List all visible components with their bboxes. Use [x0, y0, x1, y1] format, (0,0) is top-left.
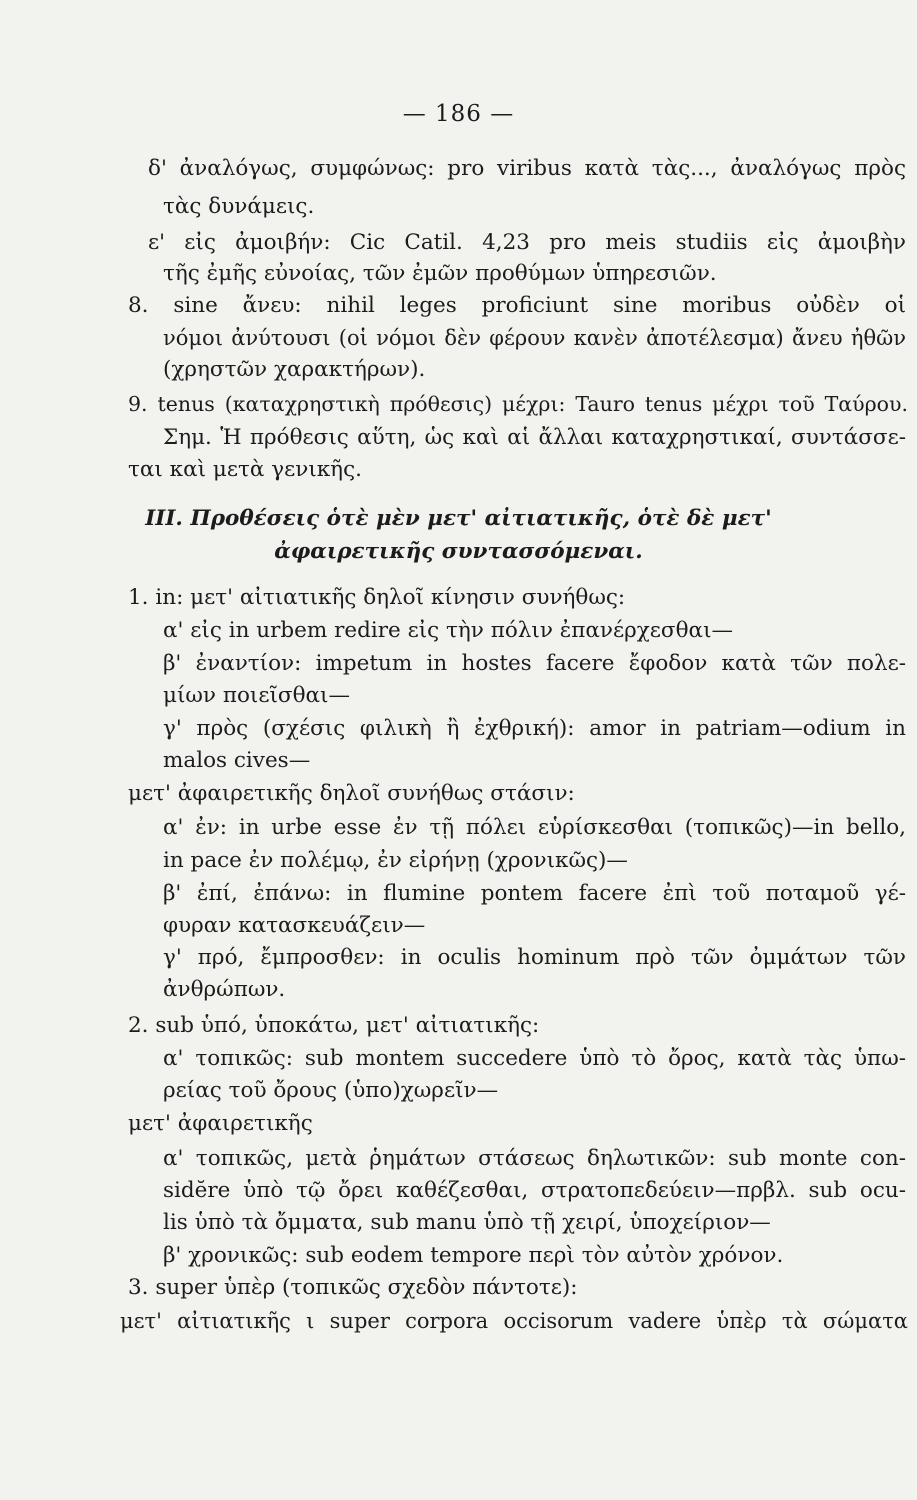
text-line: γ' πρό, ἔμπροσθεν: in oculis hominum πρὸ τῶν ὀμμάτων τῶν — [163, 945, 906, 970]
text-line: 9. tenus (καταχρηστικὴ πρόθεσις) μέχρι: Tauro tenus μέχρι τοῦ Ταύρου. — [128, 392, 908, 416]
text-line: sidĕre ὑπὸ τῷ ὄρει καθέζεσθαι, στρατοπεδεύειν—πρβλ. sub ocu- — [163, 1178, 906, 1203]
text-line: α' τοπικῶς, μετὰ ῥημάτων στάσεως δηλωτικῶν: sub monte con- — [163, 1146, 906, 1171]
text-line: in pace ἐν πολέμῳ, ἐν εἰρήνῃ (χρονικῶς)— — [163, 848, 628, 873]
text-line: 2. sub ὑπό, ὑποκάτω, μετ' αἰτιατικῆς: — [128, 1013, 540, 1038]
text-line: τὰς δυνάμεις. — [163, 194, 315, 219]
text-line: Σημ. Ἡ πρόθεσις αὕτη, ὡς καὶ αἱ ἄλλαι καταχρηστικαί, συντάσσε- — [163, 425, 906, 450]
text-line: δ' ἀναλόγως, συμφώνως: pro viribus κατὰ τὰς..., ἀναλόγως πρὸς — [148, 156, 906, 181]
text-line: τῆς ἐμῆς εὐνοίας, τῶν ἐμῶν προθύμων ὑπηρεσιῶν. — [163, 261, 717, 286]
text-line: μετ' αἰτιατικῆς ι super corpora occisorum vadere ὑπὲρ τὰ σώματα — [120, 1309, 908, 1333]
section-heading: III. Προθέσεις ὁτὲ μὲν μετ' αἰτιατικῆς, ὁτὲ δὲ μετ' — [145, 506, 772, 531]
text-line: νόμοι ἀνύτουσι (οἱ νόμοι δὲν φέρουν κανὲν ἀποτέλεσμα) ἄνευ ἠθῶν — [163, 326, 906, 350]
text-line: α' εἰς in urbem redire εἰς τὴν πόλιν ἐπανέρχεσθαι— — [163, 618, 734, 643]
text-line: μίων ποιεῖσθαι— — [163, 683, 350, 708]
text-line: malos cives— — [163, 748, 311, 773]
text-line: 8. sine ἄνευ: nihil leges proficiunt sine moribus οὐδὲν οἱ — [128, 293, 906, 318]
text-line: α' τοπικῶς: sub montem succedere ὑπὸ τὸ ὄρος, κατὰ τὰς ὑπω- — [163, 1046, 906, 1071]
text-line: μετ' ἀφαιρετικῆς δηλοῖ συνήθως στάσιν: — [128, 781, 575, 806]
text-line: φυραν κατασκευάζειν— — [163, 913, 426, 938]
page-number: — 186 — — [402, 101, 515, 127]
text-line: γ' πρὸς (σχέσις φιλικὴ ἢ ἐχθρική): amor in patriam—odium in — [163, 716, 906, 741]
text-line: 3. super ὑπὲρ (τοπικῶς σχεδὸν πάντοτε): — [128, 1275, 578, 1300]
text-line: β' ἐπί, ἐπάνω: in flumine pontem facere ἐπὶ τοῦ ποταμοῦ γέ- — [163, 881, 906, 906]
text-line: lis ὑπὸ τὰ ὄμματα, sub manu ὑπὸ τῇ χειρί, ὑποχείριον— — [163, 1210, 771, 1235]
text-line: ἀνθρώπων. — [163, 977, 286, 1002]
text-line: ε' εἰς ἀμοιβήν: Cic Catil. 4,23 pro meis studiis εἰς ἀμοιβὴν — [148, 230, 906, 255]
text-line: μετ' ἀφαιρετικῆς — [128, 1111, 313, 1136]
text-line: β' χρονικῶς: sub eodem tempore περὶ τὸν αὐτὸν χρόνον. — [163, 1243, 784, 1268]
text-line: ρείας τοῦ ὄρους (ὑπο)χωρεῖν— — [163, 1078, 499, 1103]
text-line: 1. in: μετ' αἰτιατικῆς δηλοῖ κίνησιν συνήθως: — [128, 585, 626, 610]
text-line: β' ἐναντίον: impetum in hostes facere ἔφοδον κατὰ τῶν πολε- — [163, 651, 906, 676]
text-line: α' ἐν: in urbe esse ἐν τῇ πόλει εὑρίσκεσθαι (τοπικῶς)—in bello, — [163, 815, 906, 840]
text-line: (χρηστῶν χαρακτήρων). — [163, 357, 426, 382]
text-line: ται καὶ μετὰ γενικῆς. — [128, 457, 362, 482]
section-heading: ἀφαιρετικῆς συντασσόμεναι. — [274, 539, 643, 564]
